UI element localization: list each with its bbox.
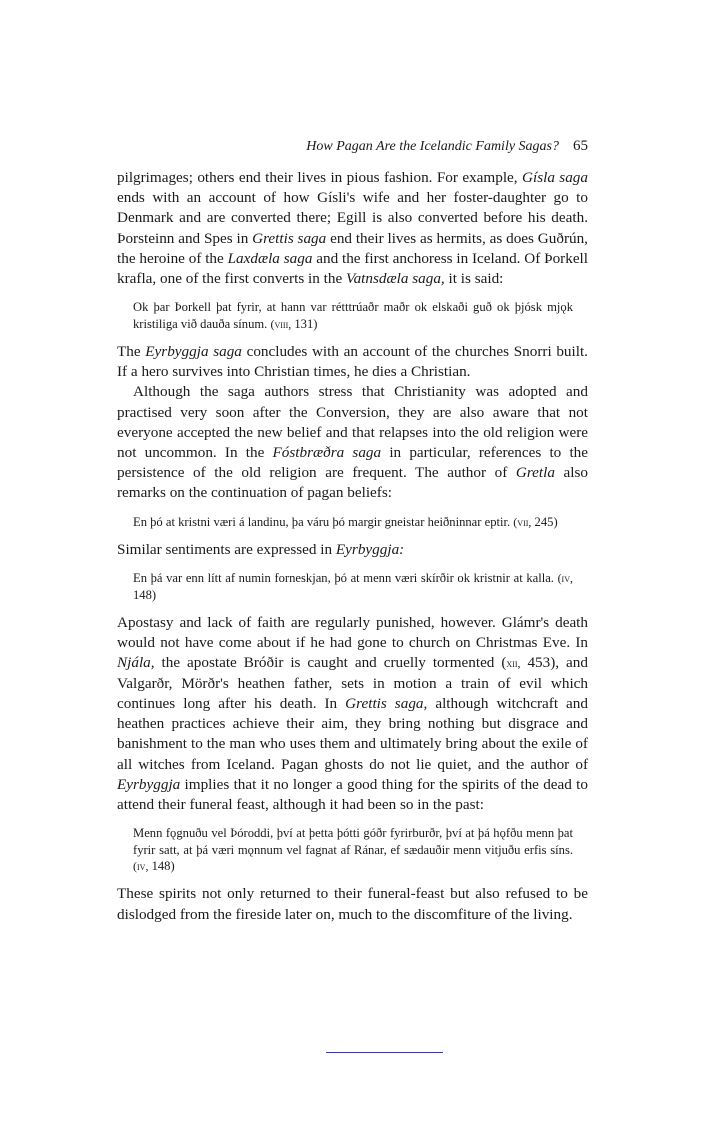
running-head-title: How Pagan Are the Icelandic Family Sagas? — [306, 139, 559, 154]
text-run: in particular, references to the persistence of the old religion are frequent. The author of — [117, 444, 588, 482]
page-number: 65 — [573, 138, 588, 154]
running-head — [117, 138, 588, 155]
paragraph-2 — [117, 342, 588, 382]
text-run: pilgrimages; others end their lives in pious fashion. For example, — [117, 169, 522, 186]
quote-reference: (vii, — [513, 514, 532, 529]
paragraph-5 — [117, 613, 588, 815]
quote-reference-number: 148) — [133, 587, 157, 602]
text-run: The — [117, 343, 146, 361]
paragraph-4 — [117, 540, 588, 560]
quote-reference: (iv, — [557, 571, 573, 586]
quote-reference: (viii, — [270, 316, 292, 331]
saga-title: Laxdæla saga — [227, 249, 313, 267]
quote-text: En þó at kristni væri á landinu, þa váru þó margir gneistar heiðninnar eptir. — [133, 514, 514, 529]
quote-text: Menn fǫgnuðu vel Þóroddi, því at þetta þótti góðr fyrirburðr, því at þá hǫfðu menn þat fyrir satt, at þá væri mǫnnum vel fagnat af Ránar, ef sædauðir menn vitjuðu erfis síns. — [133, 826, 573, 857]
text-run: implies that it no longer a good thing for the spirits of the dead to attend their funeral feast, although it had been so in the past: — [117, 775, 588, 813]
text-run: although witchcraft and heathen practices achieve their aim, they bring nothing but disgrace and banishment to the man who uses them and ultimately bring about the exile of all witches from Iceland. Pagan ghosts do not lie quiet, and the author of — [117, 694, 588, 773]
text-run: also remarks on the continuation of pagan beliefs: — [117, 464, 588, 502]
text-run: 453), and Valgarðr, Mörðr's heathen father, sets in motion a train of evil which continues long after his death. In — [117, 654, 588, 712]
quote-reference-number: 245) — [531, 514, 558, 529]
page-content — [117, 138, 588, 925]
text-run: These spirits not only returned to their funeral-feast but also refused to be dislodged from the fireside later on, much to the discomfiture of the living. — [117, 885, 588, 923]
paragraph-6 — [117, 884, 588, 924]
text-run: concludes with an account of the churches Snorri built. If a hero survives into Christian times, he dies a Christian. — [117, 343, 588, 381]
saga-title: Gretla — [515, 464, 555, 482]
text-run: Similar sentiments are expressed in — [117, 541, 336, 559]
text-run: Apostasy and lack of faith are regularly punished, however. Glámr's death would not have come about if he had gone to church on Christmas Eve. In — [117, 614, 588, 652]
text-run: Although the saga authors stress that Christianity was adopted and practised very soon after the Conversion, they are also aware that not everyone accepted the new belief and that relapses into the old religion were not uncommon. In the — [117, 383, 588, 462]
saga-title: Fóstbræðra saga — [272, 444, 382, 462]
volume-reference: xii, — [506, 656, 521, 671]
text-run: end their lives as hermits, as does Guðrún, the heroine of the — [117, 229, 588, 267]
saga-title: Gísla saga — [522, 169, 588, 186]
saga-title: Vatnsdæla saga, — [346, 270, 445, 288]
block-quote-2 — [133, 514, 573, 530]
saga-title: Njála, — [117, 654, 155, 672]
text-run: and the first anchoress in Iceland. Of Þorkell krafla, one of the first converts in the — [117, 249, 588, 288]
block-quote-1 — [133, 299, 573, 332]
saga-title: Grettis saga — [252, 229, 327, 247]
text-run: ends with an account of how Gísli's wife and her foster-daughter go to Denmark and are converted there; Egill is also converted before his death. Þorsteinn and Spes in — [117, 189, 588, 247]
quote-reference-number: 131) — [291, 316, 318, 331]
paragraph-3 — [117, 382, 588, 503]
block-quote-3 — [133, 570, 573, 603]
quote-text: Ok þar Þorkell þat fyrir, at hann var rétttrúaðr maðr ok elskaði guð ok þjósk mjǫk kristiliga við dauða sínum. — [133, 300, 573, 331]
text-run: the apostate Bróðir is caught and cruelly tormented ( — [154, 654, 507, 672]
paragraph-1 — [117, 168, 588, 289]
saga-title: Eyrbyggja: — [335, 541, 405, 559]
saga-title: Eyrbyggja — [117, 775, 181, 793]
quote-text: En þá var enn lítt af numin forneskjan, þó at menn væri skírðir ok kristnir at kalla. — [133, 571, 558, 586]
text-run: it is said: — [444, 270, 504, 288]
quote-reference-number: 148) — [148, 858, 175, 873]
block-quote-4 — [133, 825, 573, 874]
saga-title: Eyrbyggja saga — [145, 343, 242, 361]
footer-rule — [326, 1052, 443, 1053]
quote-reference: (iv, — [133, 858, 149, 873]
saga-title: Grettis saga, — [345, 694, 428, 712]
